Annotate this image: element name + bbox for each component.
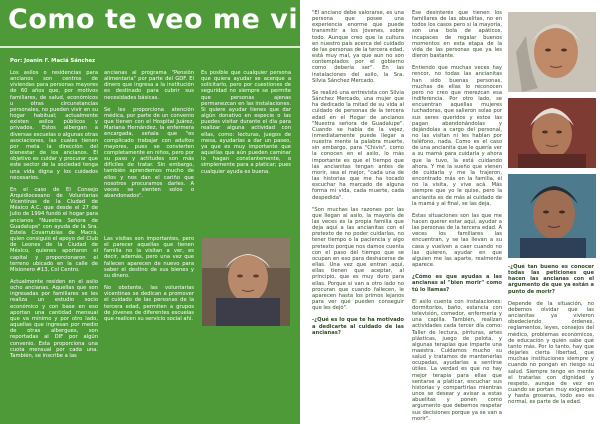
paragraph: "El anciano debe valorarse, es una persona que posee una experiencia enorme que puede transmitir a los jóvenes, sobre todo. Aunque creo que la cultura en nuestro país acerca del cuidado de las personas de la tercera edad, está muy mal, ya que aun no son contemplados por el gobierno como debería ser". En las instalaciones del asilo, la Sra. Silvia Sánchez Mercado. [312, 10, 404, 84]
paragraph: Depende de la situación, no debemos olvidar que las ancianitas ya vivieron obedeciendo órdenes, reglamentos, leyes, consejos del médico, problemas económicos, de educación y quién sabe qué tanto más. Por lo tanto, hay que dejarles cierta libertad, que muchas instituciones siempre y cuando no pongan en riesgo su salud. Siempre tengo en mente el tratarlas con dignidad y respeto, aunque de vez en cuando se portan muy exigentes y hasta groseras, todo eso es normal, es parte de la edad. [508, 300, 594, 406]
right-page [300, 0, 600, 424]
paragraph: En el caso de El Consejo Arquidiocesano de Voluntarias Vicentinas de la Ciudad de México A.C. que desde el 27 de Julio de 1994 fundó el hogar para ancianos "Nuestra Señora de Guadalupe" con ayuda de la Sra. Estela Covarrubias de Macrá, quien consiguió el apoyo del Club de Leones de la Ciudad de México, quienes aportaron el capital y proporcionaron el terreno ubicado en la calle de Misionero #13, Col Centro. [10, 186, 98, 273]
paragraph: Actualmente residen en el asilo ocho ancianas. Aquellas que son ingresadas por familiares se les realiza un estudio socio económico y con base en eso aportan una cantidad mensual que va mínimo y por otro lado, aquellas que ingresan por medio de otras albergues, son reportadas al DIF por algún convenio. Esta proporciona una cuota mensual por cada una. También, se inscribe a las [10, 279, 98, 359]
photo-elderly-woman-1 [202, 238, 290, 326]
portrait-image [508, 12, 596, 92]
article-title: Como te veo me vi [8, 4, 299, 35]
photo-elderly-woman-3 [508, 98, 596, 168]
text-column-3 [201, 70, 291, 181]
paragraph: Estas situaciones son las que me hacen querer estar aquí, ayudar a las personas de la tercera edad. A veces los familiares las encuentran, y se las llevan a su casa y vuelven a caer cuando no las quieren, ayudar en que alguien me las aparte, realmente aparece. [412, 212, 502, 269]
interview-question: -¿Qué es lo que te ha motivado a dedicarte al cuidado de las ancianas? [312, 317, 404, 336]
paragraph: El asilo cuenta con instalaciones: dormitorios, baño, estancia con televisión, comedor, enfermería y una capilla. También, realizan actividades cada tercer día como: Taller de lectura, pinturas, artes plásticas, juego de pelota, y algunas terapias que imparte una maestra. Cuidamos mucho su salud y tratamos de mantenerlas ocupadas, ayudarlas a sentirse útiles. La verdad es que no hay mejor terapia para ellas que sentarse a platicar, escuchar sus historias y compartirlas mientras unos se desear y avisar a estas abuelitas y ponen como argumento que debemos respetar sus decisiones porque ya se van a morir". [412, 298, 502, 422]
interview-question: ¿Cómo es que ayudas a las ancianas al "bien morir" como tú lo llamas? [412, 274, 502, 293]
photo-elderly-woman-4 [508, 174, 596, 258]
paragraph: ancianas al programa "Pensión alimentaria" por parte del GDF. El dinero que ingresa a la institución es destinado para cubrir sus necesidades básicas. [104, 70, 194, 101]
paragraph: Los asilos o residencias para ancianos son centros de viviendas para personas mayores de 60 años que, por motivos familiares, de salud, económicos u otras circunstancias personales, no pueden vivir en su hogar habitual; actualmente existen asilos públicos y privados. Estos albergan a diversas escuelas o algunas otras asociaciones, las cuales tienen por meta la dirección del bienestar de los ancianos. El objetivo es cuidar y procurar que este sector de la sociedad tenga una vida digna y los cuidados necesarios. [10, 70, 98, 181]
paragraph: Se les proporciona atención médica, por parte de un convenio que tienen con el Hospital Juárez, Mariana Hernández, la enfermera encargada, señala que "es complicado trabajar con adultos mayores, pues se convierten completamente en niños, pero por su paso y actitudes son más difíciles de tratar. Sin embargo, también aprendemos mucho de ellos y nos dan el cariño que nosotros procuramos darles. A veces se sienten solos o abandonados". [104, 106, 194, 199]
interview-question: -¿Qué tan bueno es conocer todas las peticiones que hacen las ancianas con el argumento de que ya están a punto de morir? [508, 264, 594, 295]
portrait-image [202, 238, 290, 326]
portrait-image [508, 98, 596, 168]
text-column-2 [104, 70, 194, 205]
paragraph: No obstante, las voluntarias vicentinas se dedican a promover el cuidado de las personas de la tercera edad, permiten a grupos de jóvenes de diferentes escuelas que realicen su servicio social ahí. [104, 285, 194, 322]
portrait-image [508, 174, 596, 258]
paragraph: Las visitas son importantes, pero el parecer aquellas que tienen familia no la visitan a ver, es decir, además, pero una vez que fallecen aparecen de nuevo para saber el destino de sus bienes y su dinero. [104, 236, 194, 279]
paragraph: Es posible que cualquier persona que quiera ayudar se acerque a solicitarlo, pero por cuestiones de seguridad no siempre se permite que personas ajenas permanezcan en las instalaciones. Si quiere ayudar tienes que dar algún donativo en especie o las puedes visitar durante el día para realizar alguna actividad con ellas, como: lecturas, juegos de mesa, ayudarlas a dar un paseo, ya que es muy importante que aquellas que aún pueden caminar lo hagan constantemente, o simplemente para a platicar; pues cualquier ayuda es buena. [201, 70, 291, 175]
photo-elderly-woman-2 [508, 12, 596, 92]
title-divider [0, 46, 300, 48]
text-column-1 [10, 70, 98, 365]
text-column-5 [412, 10, 502, 424]
text-column-2-bottom [104, 236, 194, 328]
paragraph: "Son muchas las razones por las que llegan al asilo, la mayoría de las veces es la propia familia que deja aquí a las ancianitas con el pretexto de no poder cuidarlas, no tener tiempo o la paciencia y algo pretexto porque nos damos cuenta con el paso del tiempo que se ocupan en eso para deshacerse de ellas. Una vez que entran aquí, ellas tienen que aceptar, al principio, que es muy duro para ellas. Porque si van a otro lado no procuran que cuando fallecen, le aparecen hasta los primos lejanos para ver qué pueden conseguir que les dejó". [312, 206, 404, 312]
text-column-4 [312, 10, 404, 342]
paragraph: Ese desinterés que tienen los familiares de las abuelitas, no en todos los casos pero si la mayoría, son una bola de apáticos, incapaces de regalar buenos momentos en esta etapa de la vida de las personas que ya les dieron bastante. [412, 10, 502, 60]
text-column-6 [508, 264, 594, 411]
byline: Por: Joanin F. Maciá Sánchez [10, 58, 96, 64]
paragraph: Se realizó una entrevista con Silvia Sánchez Mercado, una mujer que ha dedicado la mitad de su vida al cuidado de personas de la tercera edad en el Hogar de ancianos "Nuestra señora de Guadalupe". Cuando se habla de la vejez, inmediatamente puede llegar a nuestra mente la palabra muerte, sin embargo, para "Chivis", como la conocen en el asilo, lo más importante es que el tiempo que las ancianitas tengan antes de morir, sea el mejor, "cada una de las historias que me ha tocado escuchar ha marcado de alguna forma mi vida, cada muerte, cada despedida". [312, 89, 404, 201]
paragraph: Entiendo que muchas veces hay rencor, no todas las ancianitas han sido buenas personas, muchas de ellas lo reconocen pero no creo que merezcan esa indiferencia. Por otro lado, se encuentran aquellas mujeres luchadoras, que salieron solas por sus seres queridos y estos las pagan abandonándolas y dejándolas a cargo del personal, no las visitan ni les hablan por teléfono, nada. Como es el caso de una ancianita que le quería ver a su mamá para cuidarla y ahora que la tuvo, la está cuidando ahora. Y me la sueño que vienen de cuidarla y me la trajeron, encontrado más en la familia, él no la visita, y vive acá. Más siempre que yo le quise, pero la ancianita es de más al cuidado de la mamá y al final, se las deja. [412, 65, 502, 207]
